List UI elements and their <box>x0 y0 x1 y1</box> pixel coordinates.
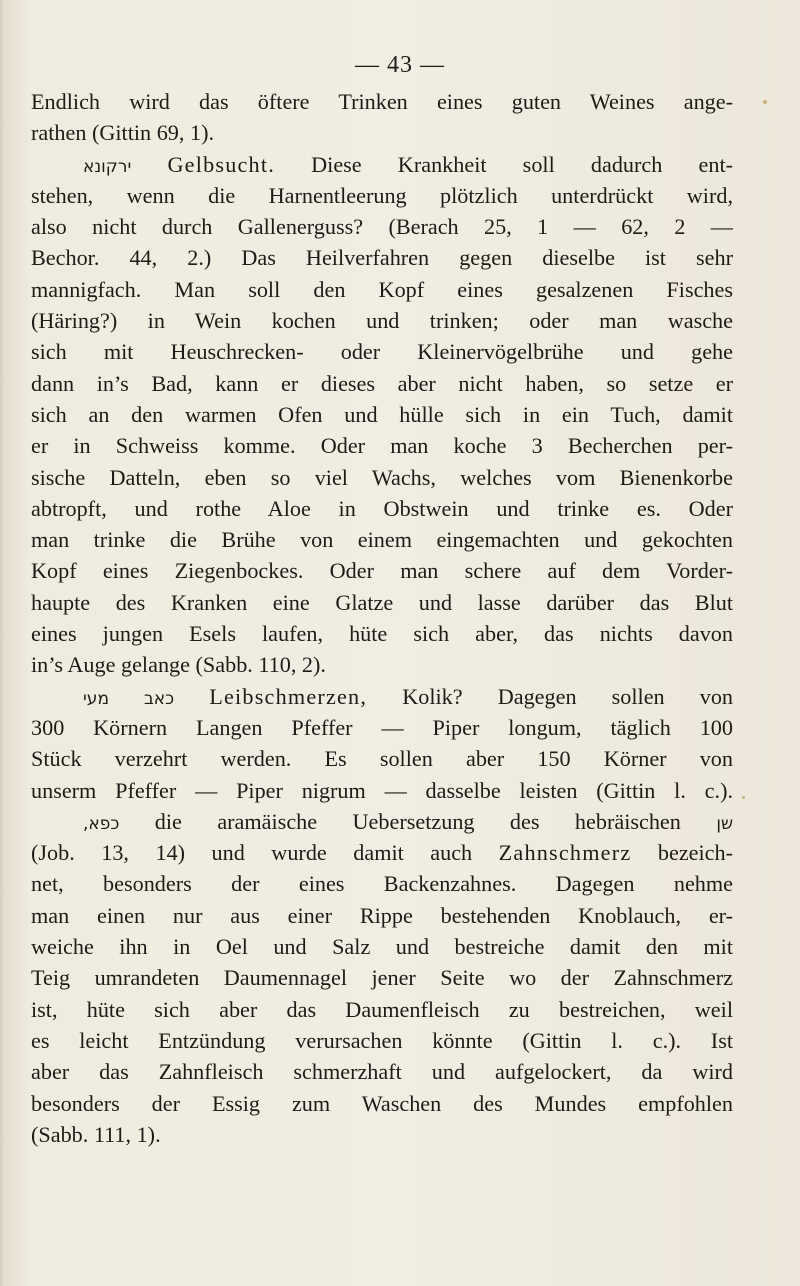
line-text: unserm Pfeffer — Piper nigrum — dasselbe leisten (Gittin l. c.). <box>31 777 733 803</box>
line-text: (Häring?) in Wein kochen und trinken; oder man wasche <box>31 308 733 334</box>
text-line <box>31 336 733 367</box>
line-text: es leicht Entzündung verursachen könnte (Gittin l. c.). Ist <box>31 1027 733 1053</box>
text-line <box>31 618 733 649</box>
text-line <box>31 242 733 273</box>
line-text: man einen nur aus einer Rippe bestehenden Knoblauch, er- <box>31 902 733 928</box>
line-text: besonders der Essig zum Waschen des Mundes empfohlen <box>31 1090 733 1116</box>
text-line <box>31 462 733 493</box>
text-line <box>31 368 733 399</box>
page-number: — 43 — <box>355 52 445 78</box>
text-line <box>31 962 733 993</box>
text-line <box>31 587 733 618</box>
line-text: net, besonders der eines Backenzahnes. Dagegen nehme <box>31 871 733 897</box>
text-line <box>31 712 733 743</box>
text-line <box>31 274 733 305</box>
text-line <box>31 900 733 931</box>
spaced-term: Gelbsucht. <box>167 151 275 177</box>
hebrew-term: שן <box>716 813 733 834</box>
text-line <box>31 775 733 806</box>
text-line <box>31 211 733 242</box>
line-text: mannigfach. Man soll den Kopf eines gesalzenen Fisches <box>31 276 733 302</box>
line-text: Kolik? Dagegen sollen von <box>402 683 734 709</box>
text-line <box>31 681 733 712</box>
text-line <box>31 1025 733 1056</box>
line-text: (Job. 13, 14) und wurde damit auch <box>31 840 473 866</box>
line-text: 300 Körnern Langen Pfeffer — Piper longum, täglich 100 <box>31 714 733 740</box>
spaced-term: Leibschmerzen, <box>209 683 368 709</box>
text-line <box>31 1056 733 1087</box>
line-text: sich an den warmen Ofen und hülle sich in ein Tuch, damit <box>31 401 733 427</box>
text-line <box>31 806 733 837</box>
text-line <box>31 743 733 774</box>
line-text: also nicht durch Gallenerguss? (Berach 25, 1 — 62, 2 — <box>31 214 733 240</box>
body-text <box>31 86 733 1150</box>
line-text: eines jungen Esels laufen, hüte sich aber, das nichts davon <box>31 621 733 647</box>
text-line <box>31 117 733 148</box>
line-text: sische Datteln, eben so viel Wachs, welches vom Bienenkorbe <box>31 464 733 490</box>
line-text: rathen (Gittin 69, 1). <box>31 120 215 146</box>
line-text: Endlich wird das öftere Trinken eines guten Weines ange- <box>31 89 733 114</box>
line-text: man trinke die Brühe von einem eingemachten und gekochten <box>31 527 733 553</box>
paper-speck <box>763 100 767 104</box>
spaced-term: Zahnschmerz <box>498 840 632 866</box>
line-text: abtropft, und rothe Aloe in Obstwein und trinke es. Oder <box>31 495 733 521</box>
text-line <box>31 493 733 524</box>
line-text: weiche ihn in Oel und Salz und bestreiche damit den mit <box>31 934 733 960</box>
line-text: Diese Krankheit soll dadurch ent- <box>311 151 734 177</box>
text-line <box>31 994 733 1025</box>
line-text: in’s Auge gelange (Sabb. 110, 2). <box>31 652 326 678</box>
text-line <box>31 430 733 461</box>
line-text: die aramäische Uebersetzung des hebräischen <box>154 808 681 834</box>
text-line <box>31 649 733 680</box>
text-line <box>31 555 733 586</box>
text-line <box>31 399 733 430</box>
line-text: ist, hüte sich aber das Daumenfleisch zu bestreichen, weil <box>31 996 733 1022</box>
text-line <box>31 868 733 899</box>
text-line <box>31 1088 733 1119</box>
text-line <box>31 1119 733 1150</box>
paper-speck <box>742 796 745 799</box>
text-line <box>31 86 733 117</box>
text-line <box>31 149 733 180</box>
text-line <box>31 305 733 336</box>
line-text: Stück verzehrt werden. Es sollen aber 150 Körner von <box>31 746 733 772</box>
line-text: er in Schweiss komme. Oder man koche 3 Becherchen per- <box>31 433 733 459</box>
line-text: dann in’s Bad, kann er dieses aber nicht haben, so setze er <box>31 370 733 396</box>
text-line <box>31 931 733 962</box>
line-text: bezeich- <box>657 840 734 866</box>
line-text: stehen, wenn die Harnentleerung plötzlich unterdrückt wird, <box>31 182 733 208</box>
line-text: haupte des Kranken eine Glatze und lasse darüber das Blut <box>31 589 733 615</box>
hebrew-term: כאב מעי <box>83 688 175 709</box>
line-text: aber das Zahnfleisch schmerzhaft und aufgelockert, da wird <box>31 1059 733 1085</box>
line-text: Kopf eines Ziegenbockes. Oder man schere auf dem Vorder- <box>31 558 733 584</box>
line-text: sich mit Heuschrecken- oder Kleinervögelbrühe und gehe <box>31 339 733 365</box>
text-line <box>31 837 733 868</box>
line-text: Bechor. 44, 2.) Das Heilverfahren gegen dieselbe ist sehr <box>31 245 733 271</box>
hebrew-term: כפא, <box>83 813 120 834</box>
text-line <box>31 524 733 555</box>
text-line <box>31 180 733 211</box>
page-edge-shadow <box>0 0 3 1286</box>
hebrew-term: ירקונא <box>83 156 132 177</box>
line-text: (Sabb. 111, 1). <box>31 1121 161 1147</box>
line-text: Teig umrandeten Daumennagel jener Seite wo der Zahnschmerz <box>31 965 733 991</box>
